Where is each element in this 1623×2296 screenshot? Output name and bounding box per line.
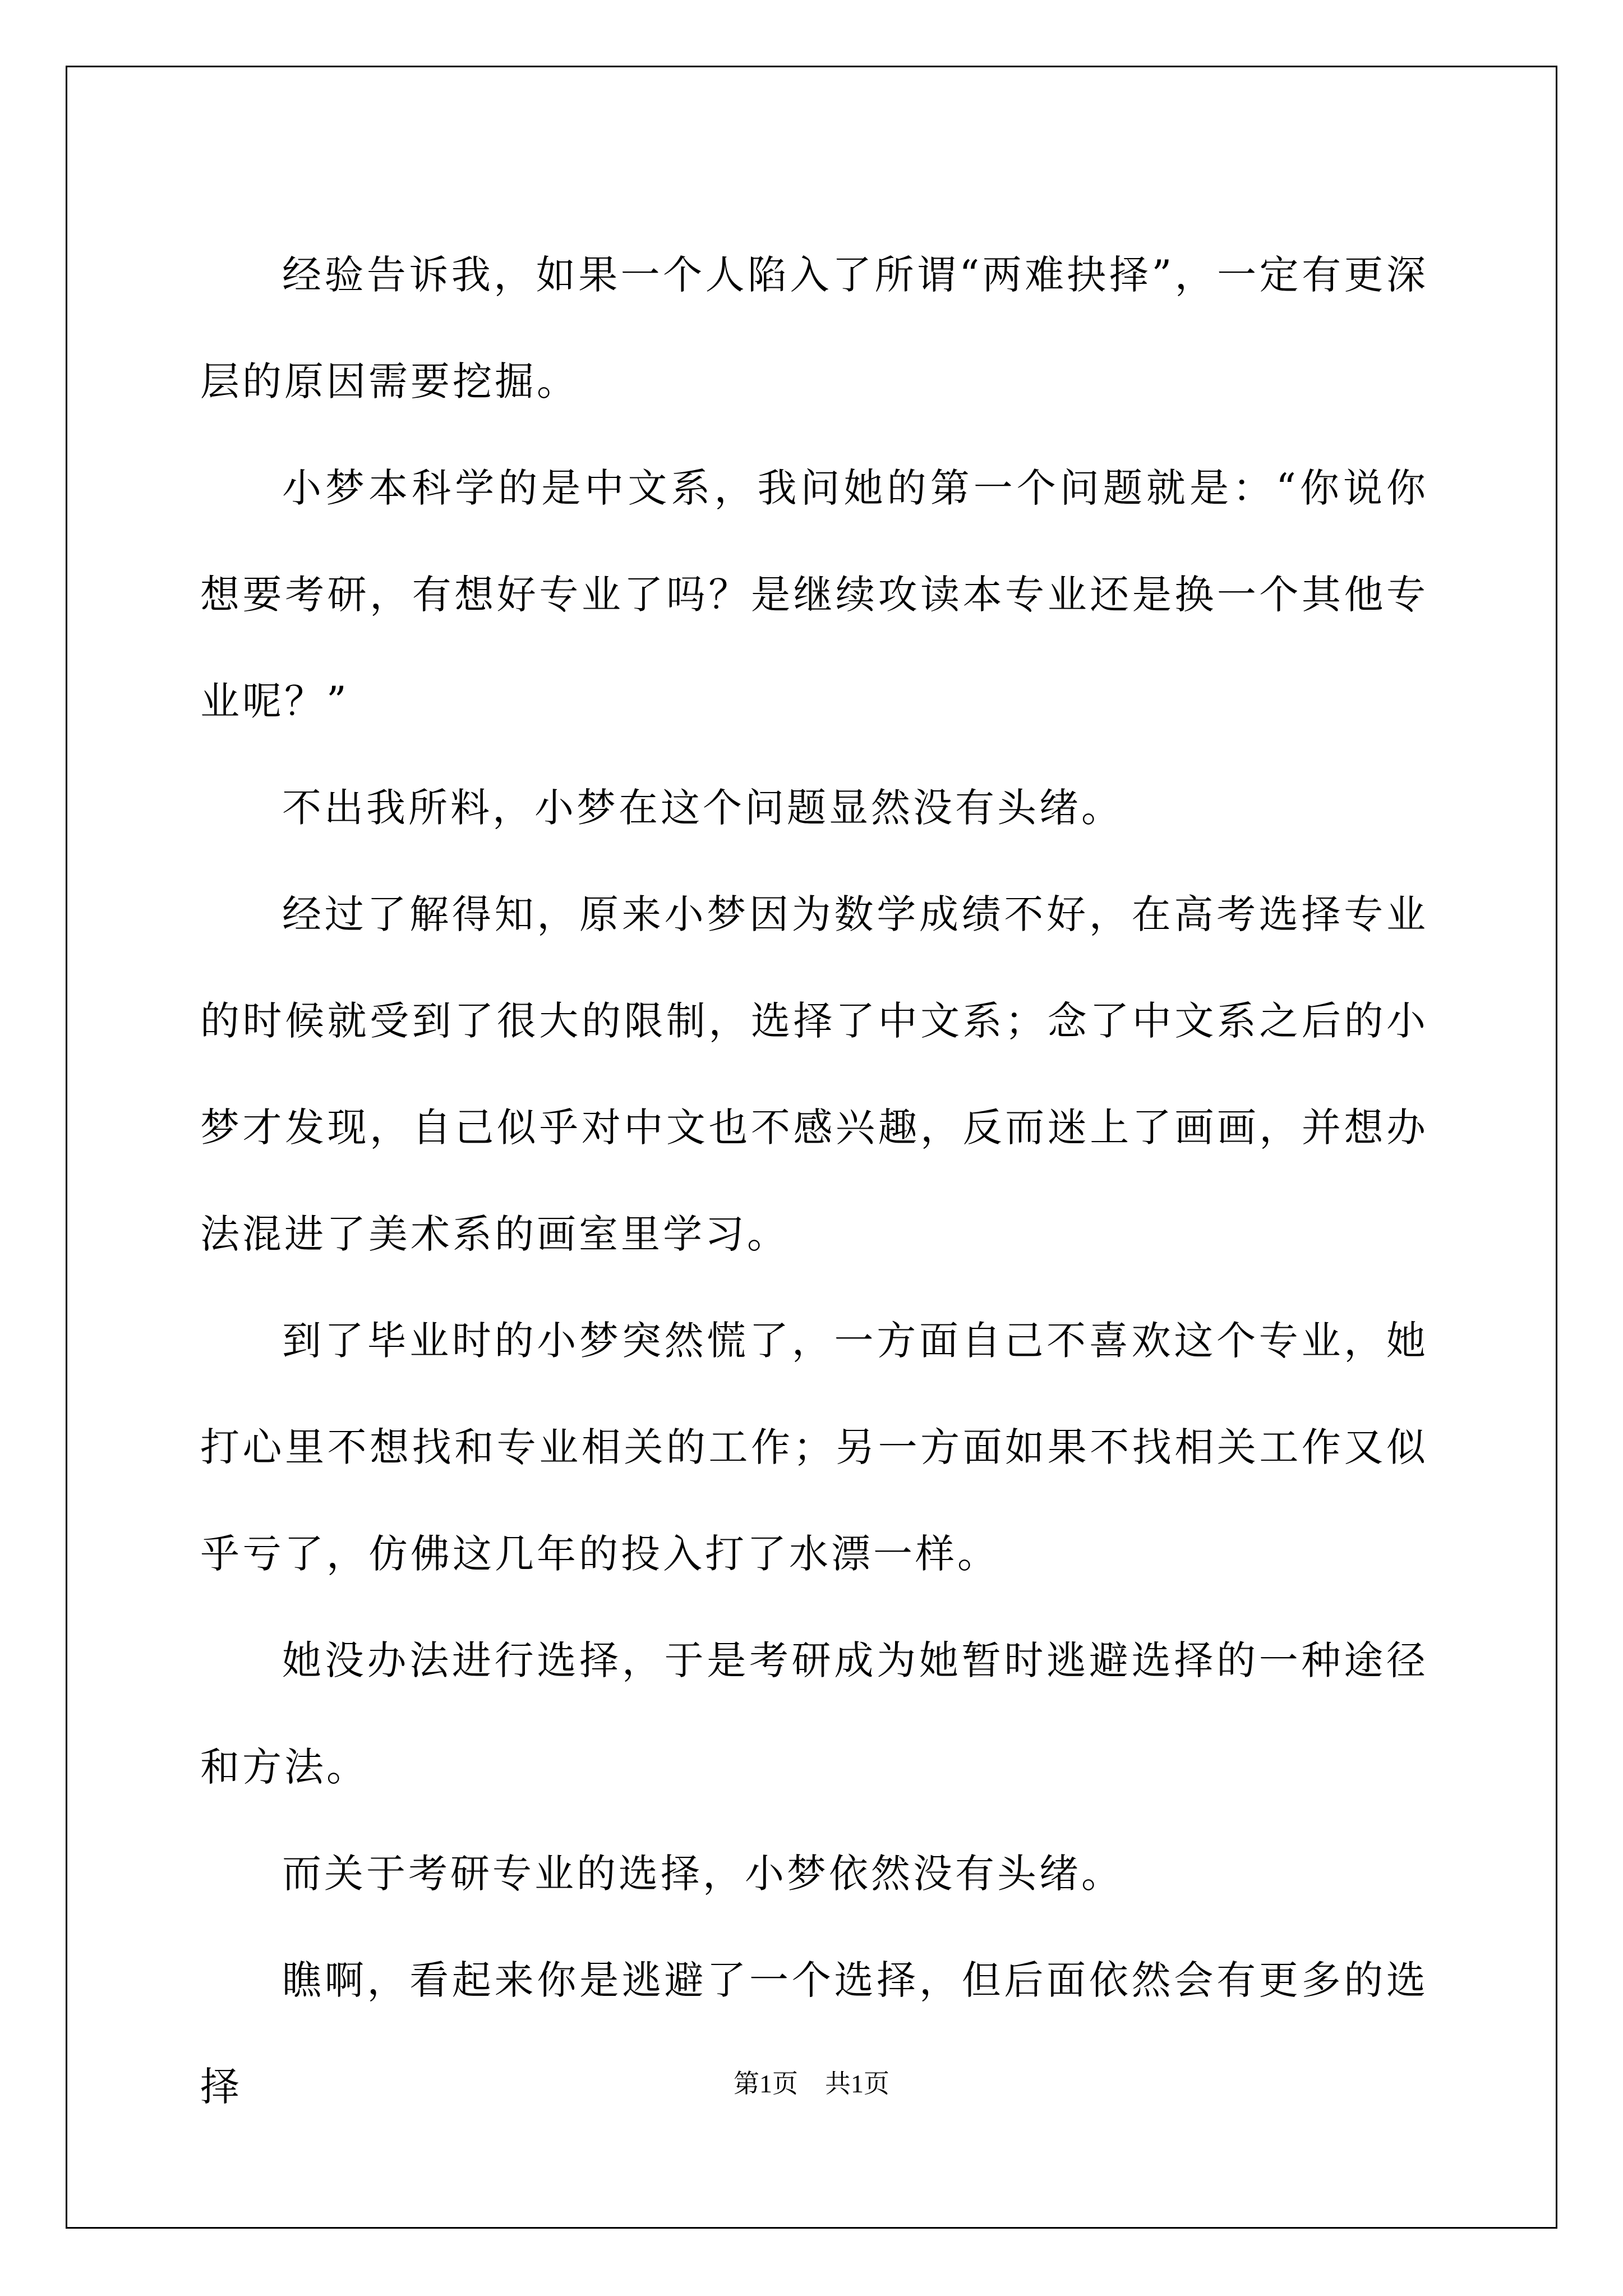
page-footer — [0, 2067, 1623, 2101]
paragraph-2: 小梦本科学的是中文系，我问她的第一个问题就是：“你说你想要考研，有想好专业了吗？是继续攻读本专业还是换一个其他专业呢？” — [200, 465, 1428, 724]
paragraph-4: 经过了解得知，原来小梦因为数学成绩不好，在高考选择专业的时候就受到了很大的限制，选择了中文系；念了中文系之后的小梦才发现，自己似乎对中文也不感兴趣，反而迷上了画画，并想办法混进了美术系的画室里学习。 — [200, 891, 1428, 1257]
paragraph-6: 她没办法进行选择，于是考研成为她暂时逃避选择的一种途径和方法。 — [200, 1637, 1428, 1790]
page-total: 共1页 — [825, 2069, 889, 2098]
paragraph-5: 到了毕业时的小梦突然慌了，一方面自己不喜欢这个专业，她打心里不想找和专业相关的工作；另一方面如果不找相关工作又似乎亏了，仿佛这几年的投入打了水漂一样。 — [200, 1318, 1428, 1577]
paragraph-3: 不出我所料，小梦在这个问题显然没有头绪。 — [282, 785, 1123, 831]
paragraph-8: 瞧啊，看起来你是逃避了一个选择，但后面依然会有更多的选择 — [200, 1957, 1428, 2110]
paragraph-7: 而关于考研专业的选择，小梦依然没有头绪。 — [282, 1851, 1123, 1897]
page-number: 第1页 — [734, 2069, 798, 2098]
document-body — [200, 222, 1428, 2140]
paragraph-1: 经验告诉我，如果一个人陷入了所谓“两难抉择”，一定有更深层的原因需要挖掘。 — [200, 252, 1428, 404]
